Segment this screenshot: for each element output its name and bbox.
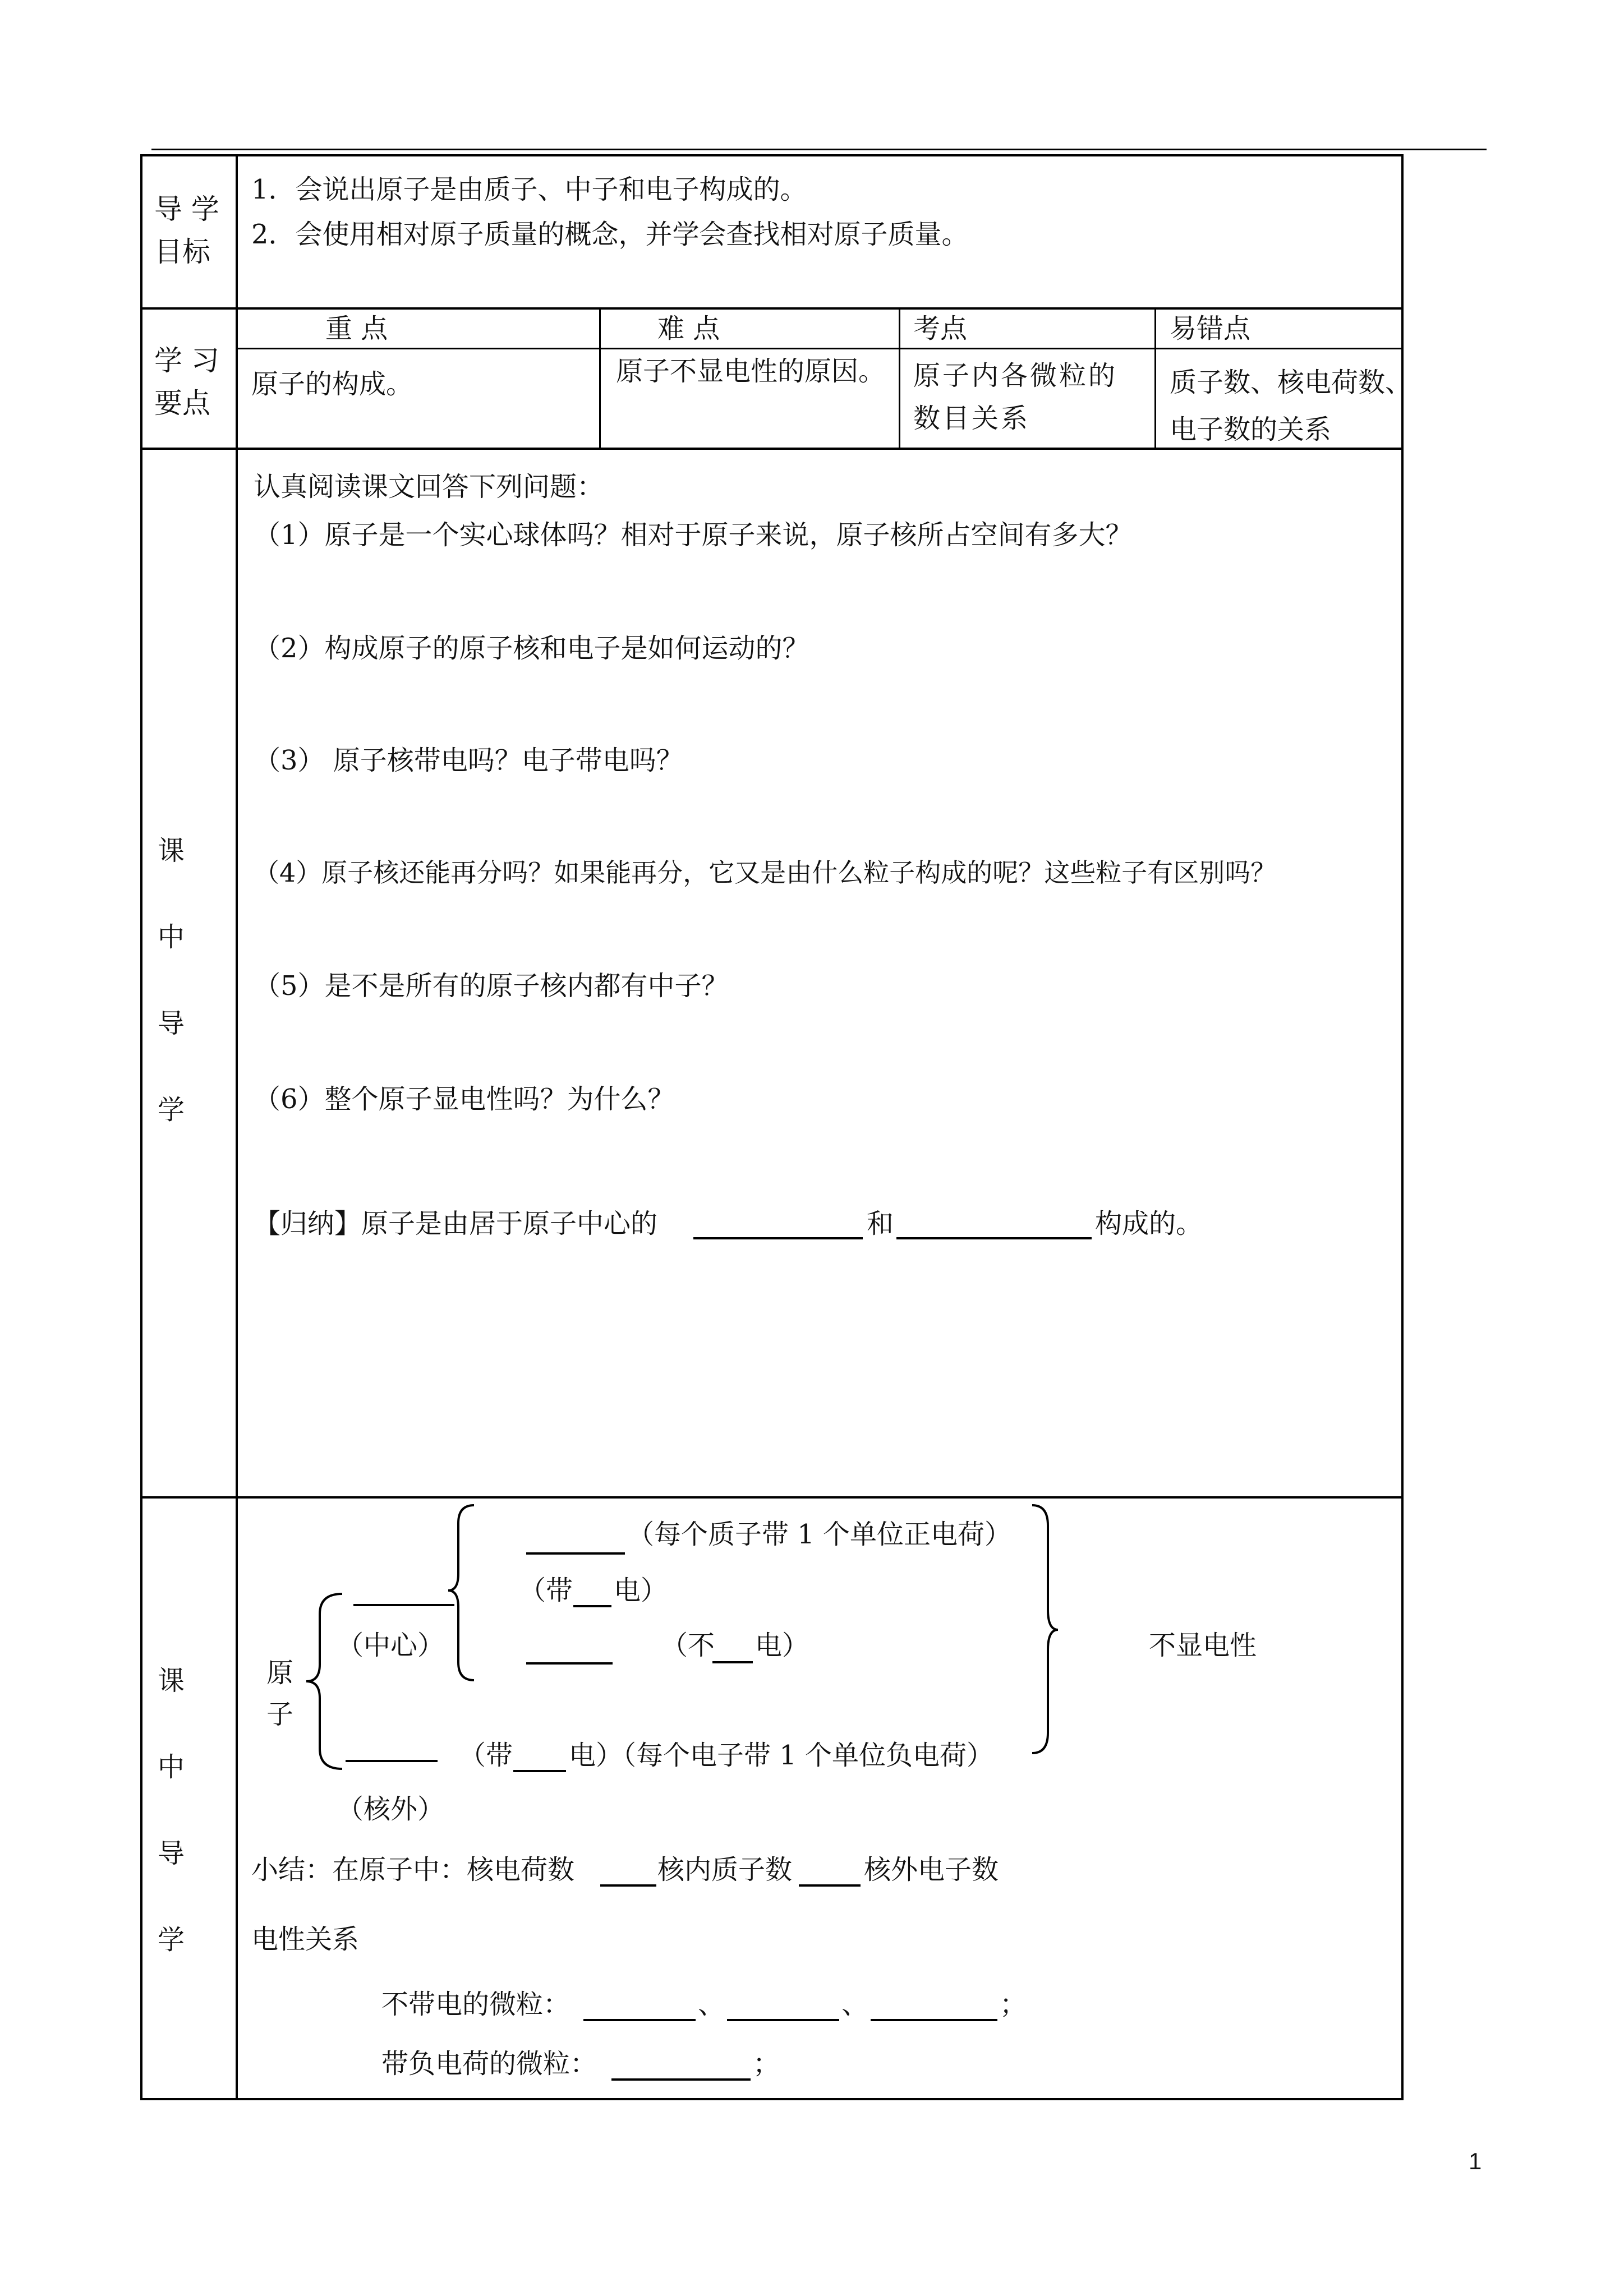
subheader-divider xyxy=(236,348,1404,349)
atom-brace xyxy=(303,1592,348,1771)
nucleus-brace xyxy=(446,1503,480,1682)
question-5: （5）是不是所有的原子核内都有中子？ xyxy=(254,970,729,1002)
electron-charge-prefix: （带 xyxy=(459,1740,513,1771)
keypoints-label: 学 习 要点 xyxy=(154,344,219,419)
table-border-top xyxy=(140,154,1404,156)
section2-label-3: 导 xyxy=(157,1838,185,1869)
proton-charge-suffix: 电） xyxy=(614,1575,668,1606)
electric-relation-label: 电性关系 xyxy=(251,1924,360,1955)
goals-label: 导 学 目标 xyxy=(154,193,219,268)
question-3: （3） 原子核带电吗？电子带电吗？ xyxy=(254,745,683,776)
section2-label-4: 学 xyxy=(157,1924,185,1956)
negative-end: ； xyxy=(753,2048,780,2080)
keypoints-cell-exam: 原子内各微粒的 数目关系 xyxy=(913,360,1118,434)
question-6: （6）整个原子显电性吗？为什么？ xyxy=(254,1084,675,1115)
proton-note: （每个质子带 1 个单位正电荷） xyxy=(627,1519,1012,1550)
charge-summary-blank-2[interactable] xyxy=(799,1884,861,1887)
keypoints-cell-difficulty: 原子不显电性的原因。 xyxy=(616,356,886,387)
keypoints-cell-focus: 原子的构成。 xyxy=(251,368,413,400)
section1-label-3: 导 xyxy=(157,1008,185,1039)
charge-summary-a: 小结：在原子中：核电荷数 xyxy=(251,1854,575,1885)
section1-label-2: 中 xyxy=(157,921,185,953)
section2-label-2: 中 xyxy=(157,1751,185,1783)
keypoints-cell-error: 质子数、核电荷数、 电子数的关系 xyxy=(1170,367,1413,445)
table-border-left xyxy=(140,154,142,2100)
neutron-charge-suffix: 电） xyxy=(755,1630,809,1661)
electron-blank[interactable] xyxy=(346,1760,438,1762)
summary-text-b: 和 xyxy=(867,1208,894,1239)
question-2: （2）构成原子的原子核和电子是如何运动的？ xyxy=(254,633,809,664)
uncharged-blank-3[interactable] xyxy=(871,2019,997,2021)
neutron-blank[interactable] xyxy=(526,1662,613,1665)
row-divider-1 xyxy=(140,307,1404,310)
section1-label-1: 课 xyxy=(157,835,185,866)
nucleus-blank[interactable] xyxy=(353,1604,454,1606)
table-border-bottom xyxy=(140,2098,1404,2100)
section2-label-1: 课 xyxy=(157,1665,185,1696)
page-number: 1 xyxy=(1469,2148,1482,2174)
neutral-brace xyxy=(1027,1503,1060,1755)
goal-item-2: 2．会使用相对原子质量的概念，并学会查找相对原子质量。 xyxy=(251,219,969,250)
uncharged-blank-2[interactable] xyxy=(727,2019,839,2021)
charge-summary-b: 核内质子数 xyxy=(657,1854,793,1885)
neutron-charge-prefix: （不 xyxy=(661,1630,715,1661)
summary-blank-1[interactable] xyxy=(693,1237,863,1239)
header-rule xyxy=(151,149,1487,150)
uncharged-sep-2: 、 xyxy=(841,1989,869,2020)
uncharged-label: 不带电的微粒： xyxy=(381,1989,571,2020)
reading-intro: 认真阅读课文回答下列问题： xyxy=(254,471,604,502)
summary-blank-2[interactable] xyxy=(896,1237,1092,1239)
goal-item-1: 1．会说出原子是由质子、中子和电子构成的。 xyxy=(251,174,807,205)
summary-text-a: 【归纳】原子是由居于原子中心的 xyxy=(254,1208,658,1239)
uncharged-end: ； xyxy=(1000,1989,1027,2020)
neutron-charge-blank[interactable] xyxy=(712,1661,753,1663)
charge-summary-c: 核外电子数 xyxy=(864,1854,999,1885)
keypoints-header-focus: 重 点 xyxy=(325,313,388,344)
uncharged-blank-1[interactable] xyxy=(583,2019,696,2021)
nucleus-center-label: （中心） xyxy=(337,1630,445,1661)
summary-text-c: 构成的。 xyxy=(1095,1208,1203,1239)
proton-charge-prefix: （带 xyxy=(519,1575,573,1606)
keypoints-col-divider-2 xyxy=(899,307,900,449)
section1-label-4: 学 xyxy=(157,1094,185,1126)
keypoints-header-exam: 考点 xyxy=(913,313,968,344)
negative-label: 带负电荷的微粒： xyxy=(381,2048,597,2080)
electron-outside-label: （核外） xyxy=(337,1794,445,1825)
question-4: （4）原子核还能再分吗？如果能再分，它又是由什么粒子构成的呢？这些粒子有区别吗？ xyxy=(254,857,1277,888)
label-column-divider xyxy=(236,154,238,2100)
electron-note: 电）（每个电子带 1 个单位负电荷） xyxy=(569,1740,994,1771)
keypoints-header-difficulty: 难 点 xyxy=(657,313,720,344)
neutral-label: 不显电性 xyxy=(1149,1630,1257,1661)
keypoints-col-divider-3 xyxy=(1154,307,1156,449)
charge-summary-blank-1[interactable] xyxy=(600,1884,656,1887)
proton-blank[interactable] xyxy=(526,1552,625,1555)
row-divider-3 xyxy=(140,1496,1404,1499)
electron-charge-blank[interactable] xyxy=(513,1770,566,1772)
atom-label: 原 子 xyxy=(266,1657,294,1730)
negative-blank[interactable] xyxy=(611,2078,751,2081)
question-1: （1）原子是一个实心球体吗？相对于原子来说，原子核所占空间有多大？ xyxy=(254,519,1133,551)
proton-charge-blank[interactable] xyxy=(573,1605,611,1607)
keypoints-header-error: 易错点 xyxy=(1170,313,1251,344)
keypoints-col-divider-1 xyxy=(599,307,601,449)
uncharged-sep-1: 、 xyxy=(698,1989,725,2020)
